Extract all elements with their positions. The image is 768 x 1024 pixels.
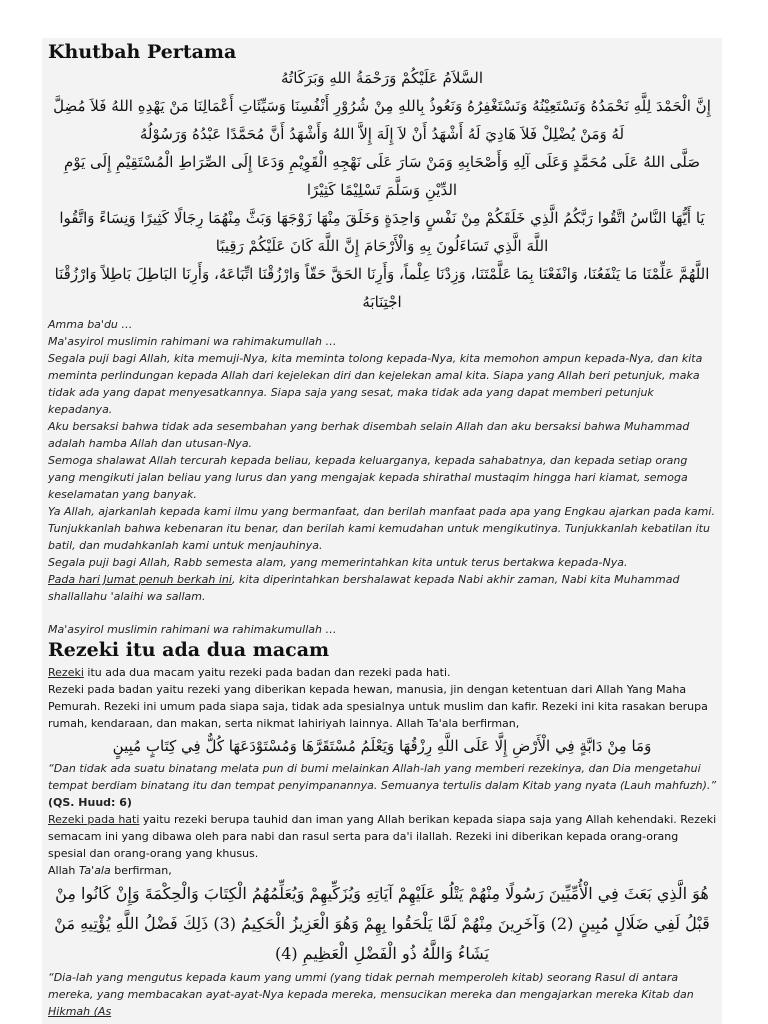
arabic-jumuah-2-4: هُوَ الَّذِي بَعَثَ فِي الْأُمِّيِّينَ رَسُولًا مِنْهُمْ يَتْلُو عَلَيْهِمْ آيَاتِهِ وَيُزَكِّيهِمْ وَيُعَلِّمُهُمُ الْكِتَابَ وَالْحِكْمَةَ وَإِنْ كَانُوا مِنْ قَبْلُ لَفِي ضَلَالٍ مُبِينٍ (2) وَآخَرِينَ مِنْهُمْ لَمَّا يَلْحَقُوا بِهِمْ وَهُوَ الْعَزِيزُ الْحَكِيمُ (3) ذَلِكَ فَضْلُ اللَّهِ يُؤْتِيهِ مَنْ يَشَاءُ وَاللَّهُ ذُو الْفَضْلِ الْعَظِيمِ (4): [54, 884, 710, 963]
arabic-huud-6: وَمَا مِنْ دَابَّةٍ فِي الْأَرْضِ إِلَّا عَلَى اللَّهِ رِزْقُهَا وَيَعْلَمُ مُسْتَقَرَّهَا وَمُسْتَوْدَعَهَا كُلٌّ فِي كِتَابٍ مُبِينٍ: [112, 737, 652, 755]
arabic-hamdalah: إِنَّ الْحَمْدَ لِلَّهِ نَحْمَدُهُ وَنَسْتَعِيْنُهُ وَنَسْتَغْفِرُهُ وَنَعُوذُ بِاللهِ مِنْ شُرُوْرِ أَنْفُسِنَا وَسَيِّئَاتِ أَعْمَالِنَا مَنْ يَهْدِهِ اللهُ فَلاَ مُضِلَّ لَهُ وَمَنْ يُضْلِلْ فَلاَ هَادِيَ لَهُ أَشْهَدُ أَنْ لاَ إِلَهَ إِلاَّ اللهُ وَأَشْهَدُ أَنَّ مُحَمَّدًا عَبْدُهُ وَرَسُوْلُهُ: [53, 97, 711, 143]
section-title-rezeki: Rezeki itu ada dua macam: [48, 639, 330, 661]
paragraph-doa-ilmu: Ya Allah, ajarkanlah kepada kami ilmu yang bermanfaat, dan berilah manfaat pada apa yang Engkau ajarkan pada kami. Tunjukkanlah bahwa kebenaran itu benar, dan berilah kami kemudahan untuk mengikutinya. Tunjukkanlah kebatilan itu batil, dan mudahkanlah kami untuk menjauhinya.: [48, 505, 715, 552]
document-page: [42, 38, 722, 1024]
link-hikmah[interactable]: Hikmah (As: [48, 1005, 112, 1018]
arabic-salam: السَّلاَمُ عَلَيْكُمْ وَرَحْمَةُ اللهِ وَبَرَكَاتُهُ: [281, 69, 483, 87]
paragraph-allah-berfirman: [48, 862, 718, 879]
quote-jumuah: [48, 969, 718, 1020]
paragraph-taqwa: Segala puji bagi Allah, Rabb semesta alam, yang memerintahkan kita untuk terus bertakwa kepada-Nya.: [48, 556, 628, 569]
jumat-text: , kita diperintahkan bershalawat kepada Nabi akhir zaman, Nabi kita Muhammad shallallahu 'alaihi wa sallam.: [48, 573, 680, 603]
paragraph-rezeki-hati: [48, 811, 718, 862]
quote-jumuah-text: “Dia-lah yang mengutus kepada kaum yang ummi (yang tidak pernah memperoleh kitab) seorang Rasul di antara mereka, yang membacakan ayat-ayat-Nya kepada mereka, mensucikan mereka dan mengajarkan mereka Kitab dan: [48, 971, 694, 1001]
paragraph-maasyirol-closing: Ma'asyirol muslimin rahimani wa rahimakumullah …: [48, 623, 337, 636]
quote-huud-text: “Dan tidak ada suatu binatang melata pun di bumi melainkan Allah-lah yang memberi rezekinya, dan Dia mengetahui tempat berdiam binatang itu dan tempat penyimpanannya. Semuanya tertulis dalam Kitab yang nyata (Lauh mahfuzh).”: [48, 762, 717, 792]
berfirman-text: berfirman,: [110, 864, 172, 877]
arabic-doa: اللَّهُمَّ عَلِّمْنَا مَا يَنْفَعُنَا، وَانْفَعْنَا بِمَا عَلَّمْتَنَا، وَزِدْنَا عِلْماً، وَأَرِنَا الحَقَّ حَقّاً وَارْزُقْنَا اتِّبَاعَهُ، وَأَرِنَا البَاطِلَ بَاطِلاً وَارْزُقْنَا اجْتِنَابَهُ: [54, 265, 710, 311]
paragraph-amma-badu: Amma ba'du …: [48, 318, 133, 331]
link-rezeki-pada-hati[interactable]: Rezeki pada hati: [48, 813, 140, 826]
quote-huud-6: [48, 760, 718, 811]
link-hari-jumat[interactable]: Pada hari Jumat penuh berkah ini: [48, 573, 232, 586]
paragraph-jumat: [48, 571, 718, 605]
link-rezeki[interactable]: Rezeki: [48, 666, 84, 679]
paragraph-maasyirol: Ma'asyirol muslimin rahimani wa rahimakumullah …: [48, 335, 337, 348]
rezeki-intro-text: itu ada dua macam yaitu rezeki pada badan dan rezeki pada hati.: [83, 666, 451, 679]
paragraph-rezeki-intro: [48, 664, 718, 681]
paragraph-shalawat: Semoga shalawat Allah tercurah kepada beliau, kepada keluarganya, kepada sahabatnya, dan kepada setiap orang yang mengikuti jalan beliau yang lurus dan yang mengajak kepada shirathal mustaqim hingga hari kiamat, semoga keselamatan yang banyak.: [48, 454, 688, 501]
arabic-shalawat: صَلَّى اللهُ عَلَى مُحَمَّدٍ وَعَلَى آلِهِ وَأَصْحَابِهِ وَمَنْ سَارَ عَلَى نَهْجِهِ الْقَوِيْمِ وَدَعَا إِلَى الصِّرَاطِ الْمُسْتَقِيْمِ إِلَى يَوْمِ الدِّيْنِ وَسَلَّمَ تَسْلِيْمًا كَثِيْرًا: [64, 153, 700, 199]
rezeki-hati-text: yaitu rezeki berupa tauhid dan iman yang Allah berikan kepada siapa saja yang Allah kehendaki. Rezeki semacam ini yang dibawa oleh para nabi dan rasul serta para da'i ilallah. Rezeki ini diberikan kepada orang-orang spesial dan orang-orang yang khusus.: [48, 813, 717, 860]
section-title-khutbah-pertama: Khutbah Pertama: [48, 41, 237, 63]
paragraph-rezeki-badan: Rezeki pada badan yaitu rezeki yang diberikan kepada hewan, manusia, jin dengan ketentuan dari Allah Yang Maha Pemurah. Rezeki ini umum pada siapa saja, tidak ada spesialnya untuk muslim dan kafir. Rezeki ini kita rasakan berupa rumah, kendaraan, dan makan, serta nikmat lahiriyah lainnya. Allah Ta'ala berfirman,: [48, 683, 708, 730]
taala-text: Ta'ala: [78, 864, 111, 877]
quote-huud-ref: (QS. Huud: 6): [48, 796, 132, 809]
arabic-ayat-taqwa: يَا أَيُّهَا النَّاسُ اتَّقُوا رَبَّكُمُ الَّذِي خَلَقَكُمْ مِنْ نَفْسٍ وَاحِدَةٍ وَخَلَقَ مِنْهَا زَوْجَهَا وَبَثَّ مِنْهُمَا رِجَالًا كَثِيرًا وَنِسَاءً وَاتَّقُوا اللَّهَ الَّذِي تَسَاءَلُونَ بِهِ وَالْأَرْحَامَ إِنَّ اللَّهَ كَانَ عَلَيْكُمْ رَقِيبًا: [59, 209, 705, 255]
paragraph-syahadat: Aku bersaksi bahwa tidak ada sesembahan yang berhak disembah selain Allah dan aku bersaksi bahwa Muhammad adalah hamba Allah dan utusan-Nya.: [48, 420, 690, 450]
allah-text: Allah: [48, 864, 79, 877]
paragraph-segala-puji: Segala puji bagi Allah, kita memuji-Nya, kita meminta tolong kepada-Nya, kita memohon ampun kepada-Nya, dan kita meminta perlindungan kepada Allah dari kejelekan diri dan kejelekan amal kita. Siapa yang Allah beri petunjuk, maka tidak ada yang dapat menyesatkannya. Siapa saja yang sesat, maka tidak ada yang dapat memberi petunjuk kepadanya.: [48, 352, 703, 416]
